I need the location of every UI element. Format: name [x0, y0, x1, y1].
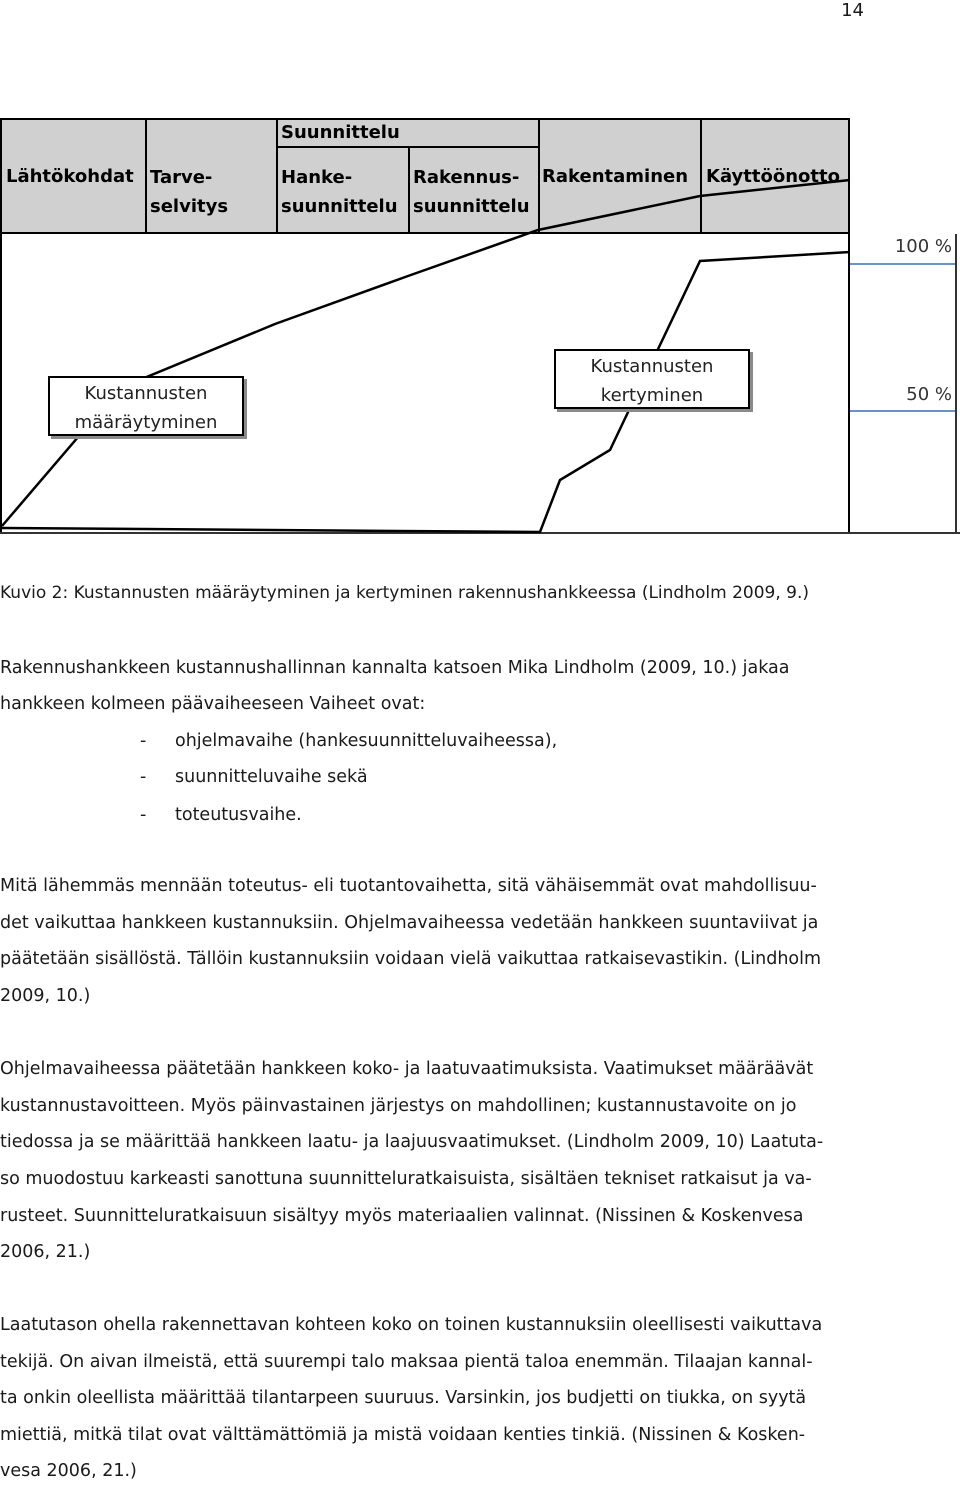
text-line: det vaikuttaa hankkeen kustannuksiin. Ohjelmavaiheessa vedetään hankkeen suuntaviivat ja: [0, 913, 819, 933]
text-line: ta onkin oleellista määrittää tilantarpeen suuruus. Varsinkin, jos budjetti on tiukka, on syytä: [0, 1388, 807, 1408]
header-rakennussuunnittelu: Rakennus- suunnittelu: [413, 167, 530, 217]
text-line: kustannustavoitteen. Myös päinvastainen järjestys on mahdollinen; kustannustavoite on jo: [0, 1096, 797, 1116]
text-line: tekijä. On aivan ilmeistä, että suurempi talo maksaa pientä taloa enemmän. Tilaajan kannal-: [0, 1352, 813, 1372]
text-line: päätetään sisällöstä. Tällöin kustannuksiin voidaan vielä vaikuttaa ratkaisevastikin. (Lindholm: [0, 949, 822, 969]
cost-figure: [0, 118, 960, 534]
text-line: Ohjelmavaiheessa päätetään hankkeen koko- ja laatuvaatimuksista. Vaatimukset määräävät: [0, 1059, 814, 1079]
header-suunnittelu: Suunnittelu: [281, 122, 400, 143]
bullet-item: - toteutusvaihe.: [140, 805, 302, 825]
header-hankesuunnittelu: Hanke- suunnittelu: [281, 167, 398, 217]
text-line: Mitä lähemmäs mennään toteutus- eli tuotantovaihetta, sitä vähäisemmät ovat mahdollisuu-: [0, 876, 817, 896]
label-100-percent: 100 %: [894, 236, 952, 257]
text-line: 2006, 21.): [0, 1242, 91, 1262]
header-lahtokohdat: Lähtökohdat: [6, 166, 134, 187]
text-line: miettiä, mitkä tilat ovat välttämättömiä ja mistä voidaan kenties tinkiä. (Nissinen & Kosken-: [0, 1425, 806, 1445]
header-rakentaminen: Rakentaminen: [542, 166, 689, 187]
text-line: Laatutason ohella rakennettavan kohteen koko on toinen kustannuksiin oleellisesti vaikuttava: [0, 1315, 823, 1335]
cost-curves: [0, 118, 960, 534]
text-line: so muodostuu karkeasti sanottuna suunnitteluratkaisuista, sisältäen tekniset ratkaisut ja va-: [0, 1169, 812, 1189]
label-50-percent: 50 %: [906, 384, 952, 405]
text-line: vesa 2006, 21.): [0, 1461, 137, 1481]
callout-kertyminen: Kustannusten kertyminen: [554, 349, 750, 409]
bullet-item: - ohjelmavaihe (hankesuunnitteluvaiheessa),: [140, 731, 558, 751]
bullet-item: - suunnitteluvaihe sekä: [140, 767, 368, 787]
intro-line-2: hankkeen kolmeen päävaiheeseen Vaiheet ovat:: [0, 694, 426, 714]
header-kayttoonotto: Käyttöönotto: [706, 166, 840, 187]
figure-caption: Kuvio 2: Kustannusten määräytyminen ja kertyminen rakennushankkeessa (Lindholm 2009, 9.): [0, 583, 810, 603]
text-line: tiedossa ja se määrittää hankkeen laatu- ja laajuusvaatimukset. (Lindholm 2009, 10) Laatuta-: [0, 1132, 824, 1152]
header-tarveselvitys: Tarve- selvitys: [150, 167, 229, 217]
callout-maaraytyminen: Kustannusten määräytyminen: [48, 376, 244, 436]
text-line: 2009, 10.): [0, 986, 91, 1006]
intro-line-1: Rakennushankkeen kustannushallinnan kannalta katsoen Mika Lindholm (2009, 10.) jakaa: [0, 658, 790, 678]
text-line: rusteet. Suunnitteluratkaisuun sisältyy myös materiaalien valinnat. (Nissinen & Koskenvesa: [0, 1206, 804, 1226]
page-number: 14: [841, 0, 864, 21]
